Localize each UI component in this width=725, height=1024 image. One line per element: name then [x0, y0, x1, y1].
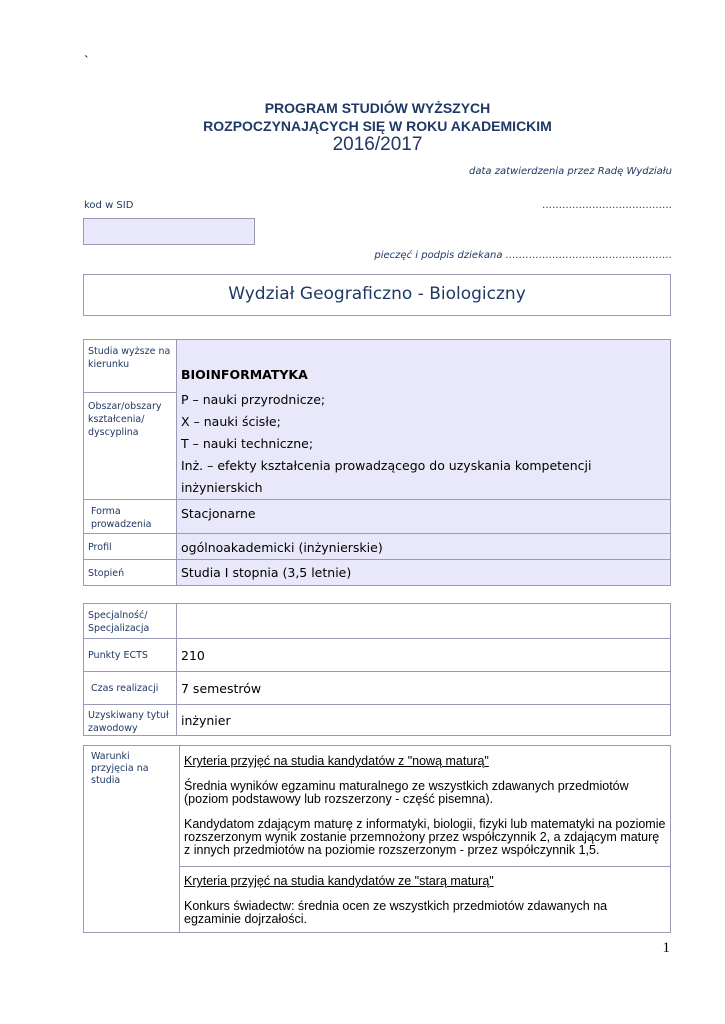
- sid-code-dots: …………………………………: [542, 200, 672, 211]
- forma-label: Forma prowadzenia: [84, 500, 177, 534]
- sid-code-label: kod w SID: [84, 200, 134, 211]
- spec-label: Specjalność/ Specjalizacja: [84, 604, 177, 639]
- old-matura-cell: [180, 867, 671, 933]
- spec-value: [177, 604, 671, 639]
- page-number: 1: [662, 940, 670, 956]
- obszar-line: T – nauki techniczne;: [181, 436, 314, 451]
- details-table: [83, 603, 671, 736]
- obszar-line: X – nauki ścisłe;: [181, 414, 281, 429]
- obszar-list: [181, 389, 666, 499]
- ects-label: Punkty ECTS: [84, 639, 177, 672]
- czas-label: Czas realizacji: [84, 672, 177, 705]
- stopien-value: Studia I stopnia (3,5 letnie): [177, 560, 671, 586]
- admission-label: Warunki przyjęcia na studia: [84, 746, 180, 933]
- czas-value: 7 semestrów: [177, 672, 671, 705]
- obszar-line: Inż. – efekty kształcenia prowadzącego do uzyskania kompetencji inżynierskich: [181, 458, 592, 495]
- new-matura-cell: [180, 746, 671, 867]
- stopien-label: Stopień: [84, 560, 177, 586]
- program-title-line1: PROGRAM STUDIÓW WYŻSZYCH: [264, 100, 491, 116]
- obszar-line: P – nauki przyrodnicze;: [181, 392, 326, 407]
- old-matura-title: Kryteria przyjęć na studia kandydatów ze "starą maturą": [184, 874, 494, 888]
- new-matura-paragraph: Średnia wyników egzaminu maturalnego ze wszystkich zdawanych przedmiotów (poziom podstawowy lub rozszerzony - część pisemna).: [184, 779, 629, 806]
- kierunek-label: Studia wyższe na kierunku: [84, 340, 177, 393]
- program-table: [83, 339, 671, 586]
- forma-value: Stacjonarne: [177, 500, 671, 534]
- old-matura-paragraph: Konkurs świadectw: średnia ocen ze wszystkich przedmiotów zdawanych na egzaminie dojrzałości.: [184, 899, 608, 926]
- tytul-value: inżynier: [177, 705, 671, 736]
- profil-value: ogólnoakademicki (inżynierskie): [177, 534, 671, 560]
- sid-code-field[interactable]: [83, 218, 255, 245]
- academic-year: 2016/2017: [332, 134, 423, 155]
- approval-date-label: data zatwierdzenia przez Radę Wydziału: [469, 166, 672, 177]
- kierunek-value: BIOINFORMATYKA: [181, 367, 308, 382]
- ects-value: 210: [177, 639, 671, 672]
- profil-label: Profil: [84, 534, 177, 560]
- obszar-label: Obszar/obszary kształcenia/ dyscyplina: [84, 393, 177, 500]
- tytul-label: Uzyskiwany tytuł zawodowy: [84, 705, 177, 736]
- admission-table: [83, 745, 671, 933]
- program-title-line2: ROZPOCZYNAJĄCYCH SIĘ W ROKU AKADEMICKIM: [203, 118, 552, 134]
- dean-stamp-label: pieczęć i podpis dziekana …………………………………………..: [374, 250, 672, 261]
- faculty-name: Wydział Geograficzno - Biologiczny: [228, 284, 526, 304]
- new-matura-paragraph: Kandydatom zdającym maturę z informatyki, biologii, fizyki lub matematyki na poziomie rozszerzonym wynik zostanie przemnożony przez współczynnik 2, a zdającym maturę z innych przedmiotów na poziomie rozszerzonym - przez współczynnik 1,5.: [184, 817, 666, 857]
- kierunek-obszar-cell: [177, 340, 671, 500]
- stray-mark: `: [84, 54, 89, 69]
- new-matura-title: Kryteria przyjęć na studia kandydatów z "nową maturą": [184, 754, 489, 768]
